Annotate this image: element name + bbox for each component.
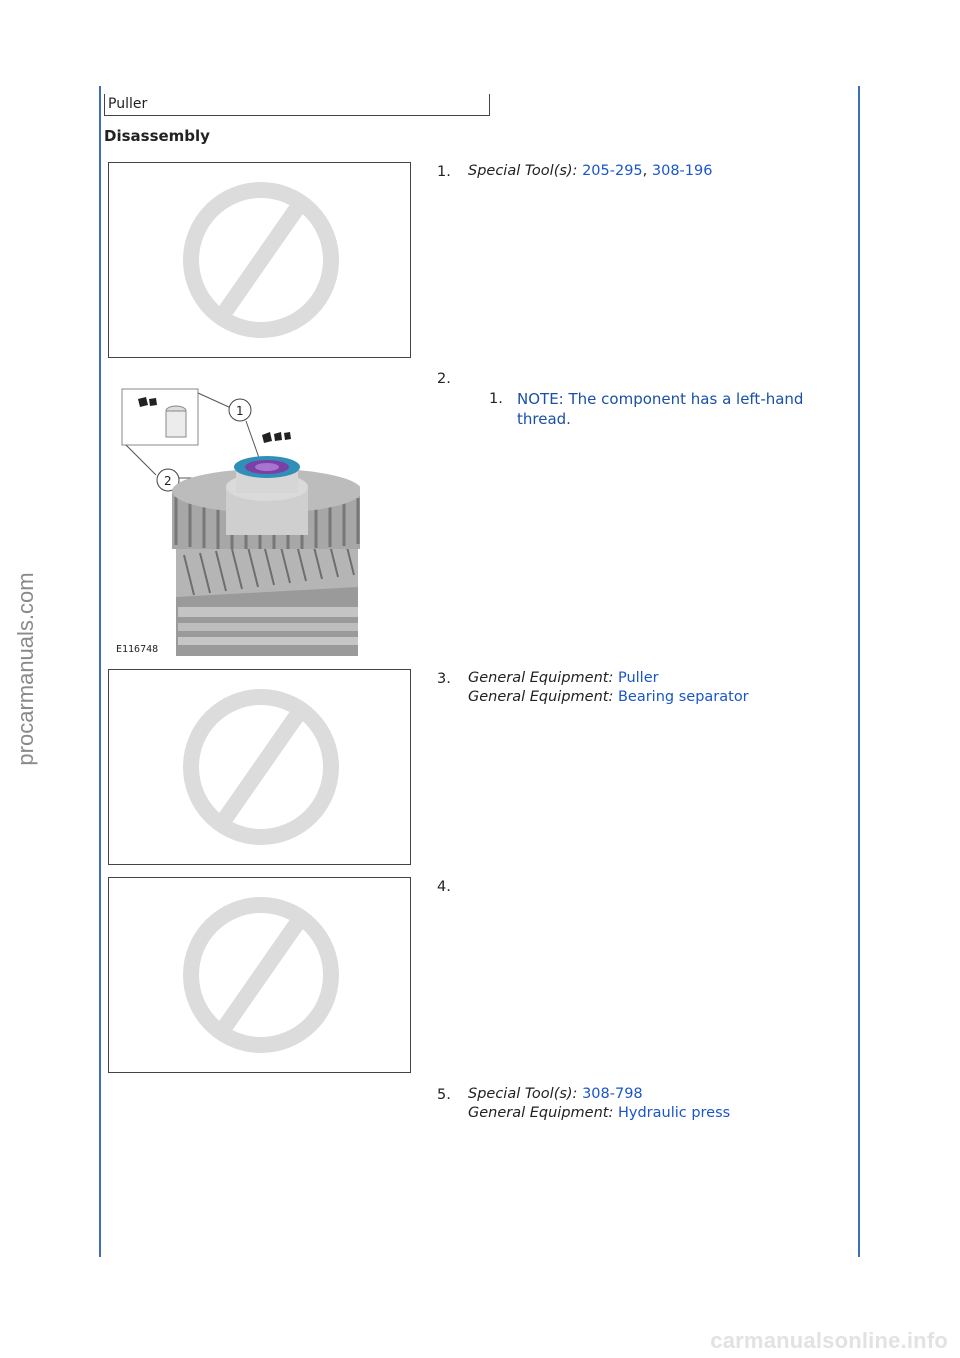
link-308-798[interactable]: 308-798 — [582, 1086, 643, 1102]
prohibited-icon — [109, 670, 410, 864]
step-5-label-1: Special Tool(s): — [468, 1086, 578, 1102]
prohibited-icon — [109, 163, 410, 357]
step-4-image-placeholder — [108, 877, 411, 1073]
step-5-label-2: General Equipment: — [468, 1105, 614, 1121]
note-text: NOTE: The component has a left-hand thread. — [517, 390, 804, 428]
step-5-number: 5. — [437, 1087, 451, 1103]
step-2-illustration — [114, 377, 360, 656]
link-separator: , — [642, 163, 652, 179]
link-puller[interactable]: Puller — [617, 670, 659, 686]
step-3-label-2: General Equipment: — [468, 689, 614, 705]
table-header-text: Puller — [108, 96, 148, 112]
step-2-number: 2. — [437, 371, 451, 387]
step-5-line-2 — [468, 1105, 730, 1121]
step-3-image-placeholder — [108, 669, 411, 865]
callout-2: 2 — [164, 474, 172, 488]
link-205-295[interactable]: 205-295 — [582, 163, 643, 179]
step-3-line-2 — [468, 689, 749, 705]
step-3-number: 3. — [437, 671, 451, 687]
callout-1: 1 — [236, 404, 244, 418]
prohibited-icon — [109, 878, 410, 1072]
step-1-line — [468, 163, 712, 179]
step-3-label-1: General Equipment: — [468, 670, 614, 686]
step-1-label: Special Tool(s): — [468, 163, 578, 179]
section-title: Disassembly — [104, 127, 210, 145]
step-5-line-1 — [468, 1086, 643, 1102]
link-308-196[interactable]: 308-196 — [651, 163, 713, 179]
side-watermark: procarmanuals.com — [13, 572, 38, 766]
step-2-substep-number: 1. — [489, 391, 503, 407]
step-4-number: 4. — [437, 879, 451, 895]
step-3-line-1 — [468, 670, 659, 686]
page-right-rule — [858, 86, 860, 1257]
page-left-rule — [99, 86, 101, 1257]
link-hydraulic-press[interactable]: Hydraulic press — [617, 1105, 731, 1121]
step-1-image-placeholder — [108, 162, 411, 358]
figure-id: E116748 — [116, 644, 159, 655]
table-header-box — [104, 94, 490, 116]
link-bearing-separator[interactable]: Bearing separator — [617, 689, 749, 705]
footer-watermark: carmanualsonline.info — [710, 1328, 948, 1353]
step-1-number: 1. — [437, 164, 451, 180]
